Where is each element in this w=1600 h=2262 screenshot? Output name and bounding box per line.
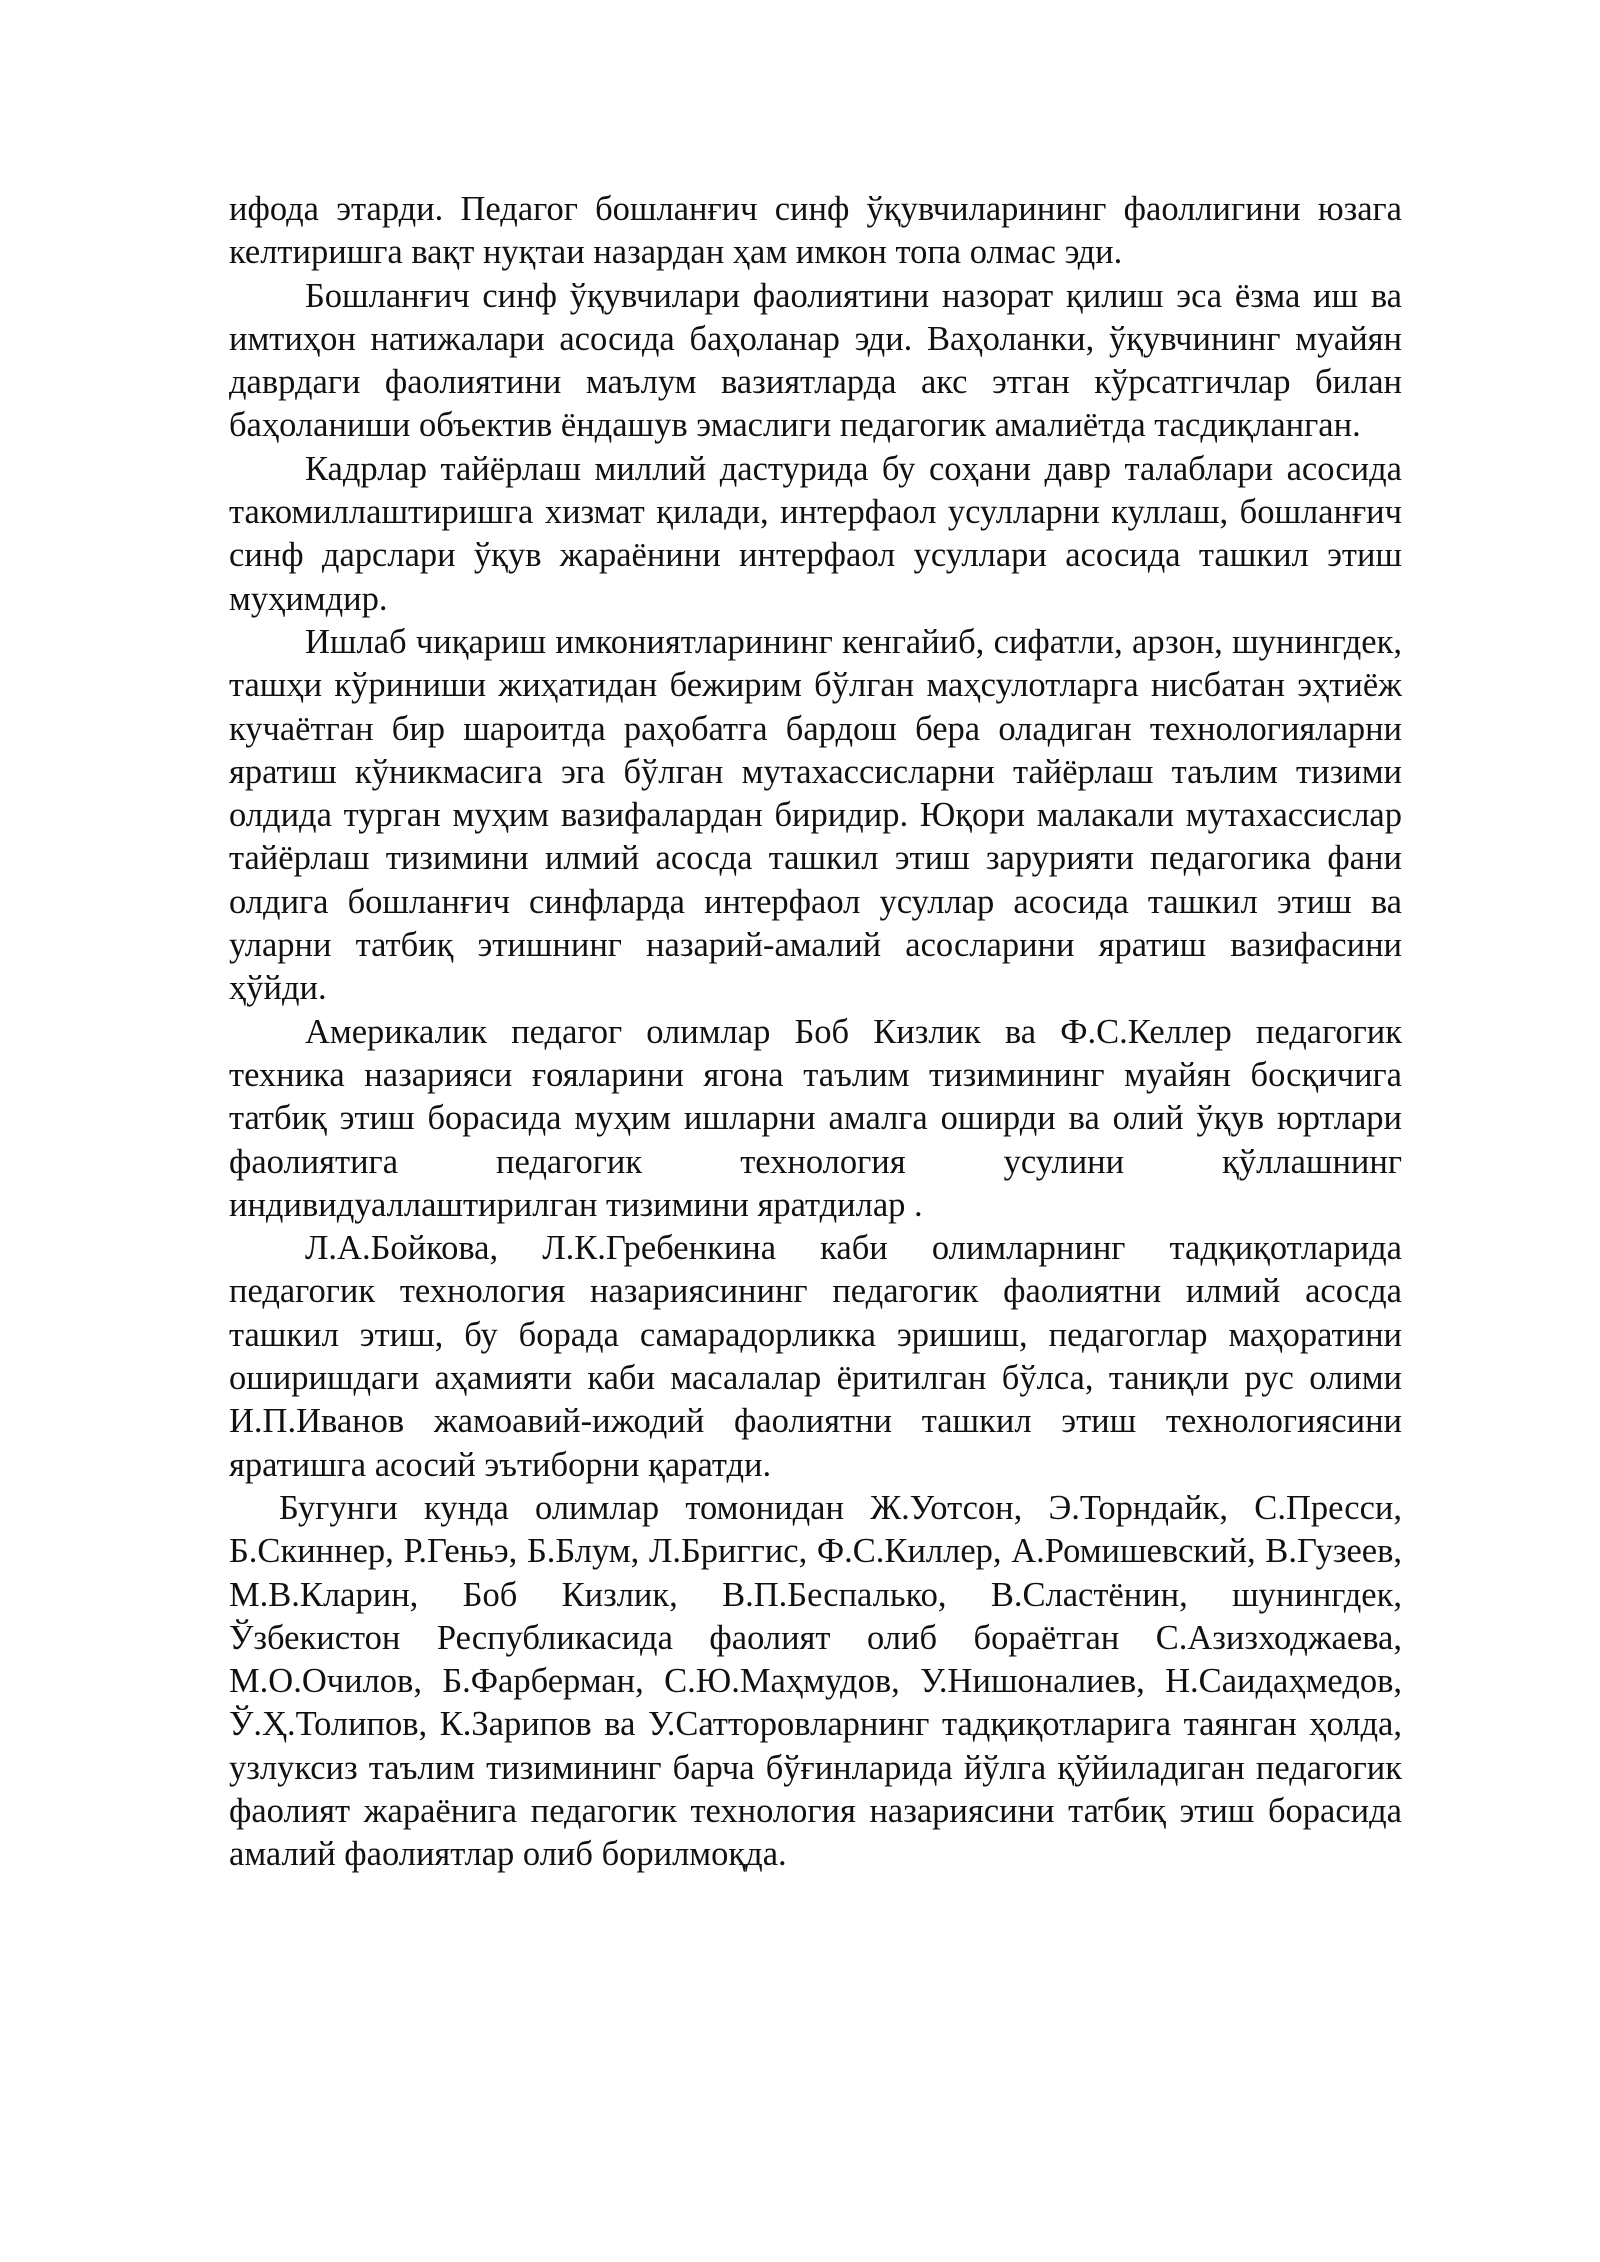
paragraph-national-program: Кадрлар тайёрлаш миллий дастурида бу соҳани давр талаблари асосида такомиллаштиришга хизмат қилади, интерфаол усулларни куллаш, бошланғич синф дарслари ўқув жараёнини интерфаол усуллари асосида ташкил этиш муҳимдир. <box>229 449 1402 618</box>
paragraph-production: Ишлаб чиқариш имкониятларининг кенгайиб, сифатли, арзон, шунингдек, ташҳи кўриниши жиҳатидан бежирим бўлган маҳсулотларга нисбатан эҳтиёж кучаётган бир шароитда раҳобатга бардош бера оладиган технологияларни яратиш кўникмасига эга бўлган мутахассисларни тайёрлаш таълим тизими олдида турган муҳим вазифалардан биридир. Юқори малакали мутахассислар тайёрлаш тизимини илмий асосда ташкил этиш зарурияти педагогика фани олдига бошланғич синфларда интерфаол усуллар асосида ташкил этиш ва уларни татбиқ этишнинг назарий-амалий асосларини яратиш вазифасини ҳўйди. <box>229 622 1402 1008</box>
paragraph-continuation: ифода этарди. Педагог бошланғич синф ўқувчиларининг фаоллигини юзага келтиришга вақт нуқтаи назардан ҳам имкон топа олмас эди. <box>229 190 1402 272</box>
paragraph-assessment: Бошланғич синф ўқувчилари фаолиятини назорат қилиш эса ёзма иш ва имтиҳон натижалари асосида баҳоланар эди. Ваҳоланки, ўқувчининг муайян даврдаги фаолиятини маълум вазиятларда акс этган кўрсатгичлар билан баҳоланиши объектив ёндашув эмаслиги педагогик амалиётда тасдиқланган. <box>229 276 1402 445</box>
paragraph-american-scholars: Америкалик педагог олимлар Боб Кизлик ва Ф.С.Келлер педагогик техника назарияси ғояларини ягона таълим тизимининг муайян босқичига татбиқ этиш борасида муҳим ишларни амалга оширди ва олий ўқув юртлари фаолиятига педагогик технология усулини қўллашнинг индивидуаллаштирилган тизимини яратдилар . <box>229 1012 1402 1224</box>
document-page <box>229 188 1402 1877</box>
paragraph-russian-scholars: Л.А.Бойкова, Л.К.Гребенкина каби олимларнинг тадқиқотларида педагогик технология назариясининг педагогик фаолиятни илмий асосда ташкил этиш, бу борада самарадорликка эришиш, педагоглар маҳоратини оширишдаги аҳамияти каби масалалар ёритилган бўлса, таниқли рус олими И.П.Иванов жамоавий-ижодий фаолиятни ташкил этиш технологиясини яратишга асосий эътиборни қаратди. <box>229 1229 1402 1484</box>
paragraph-scholars-list: Бугунги кунда олимлар томонидан Ж.Уотсон, Э.Торндайк, С.Пресси, Б.Скиннер, Р.Геньэ, Б.Блум, Л.Бриггис, Ф.С.Киллер, А.Ромишевский, В.Гузеев, М.В.Кларин, Боб Кизлик, В.П.Беспалько, В.Сластёнин, шунингдек, Ўзбекистон Республикасида фаолият олиб бораётган С.Азизходжаева, М.О.Очилов, Б.Фарберман, С.Ю.Маҳмудов, У.Нишоналиев, Н.Саидаҳмедов, Ў.Ҳ.Толипов, К.Зарипов ва У.Сатторовларнинг тадқиқотларига таянган ҳолда, узлуксиз таълим тизимининг барча бўғинларида йўлга қўйиладиган педагогик фаолият жараёнига педагогик технология назариясини татбиқ этиш борасида амалий фаолиятлар олиб борилмоқда. <box>229 1488 1402 1874</box>
